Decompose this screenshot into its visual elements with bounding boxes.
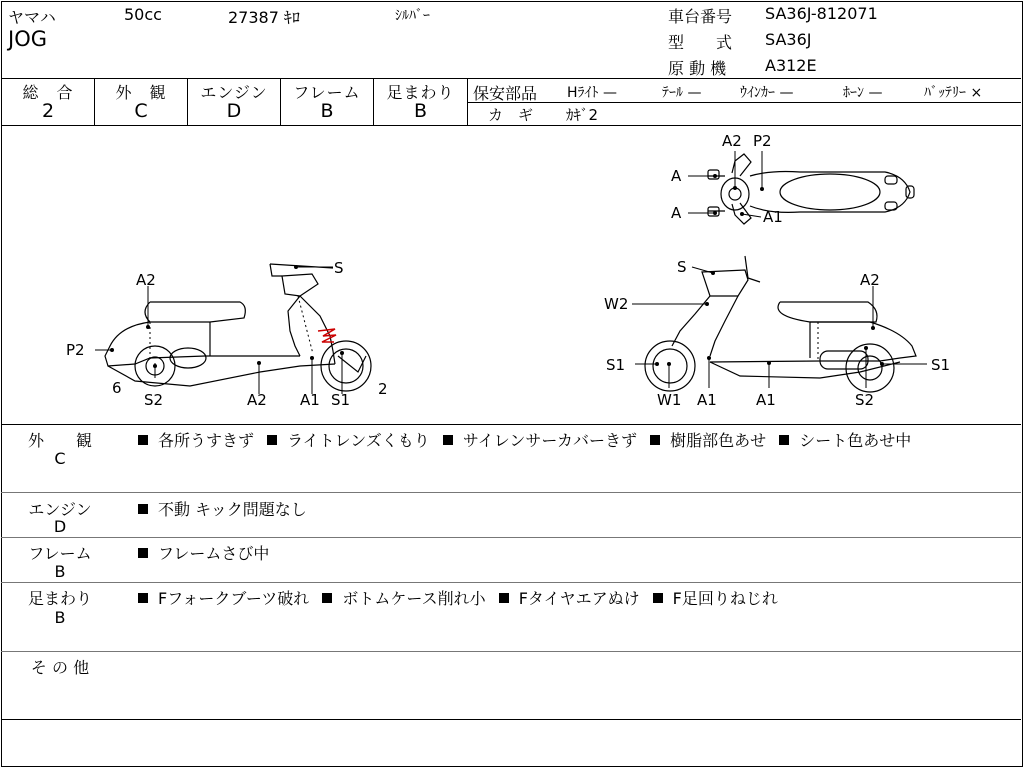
note-item: 樹脂部色あせ bbox=[670, 431, 767, 450]
notes-divider bbox=[1, 651, 1021, 652]
bullet-icon bbox=[650, 435, 660, 445]
safety-parts-label: 保安部品 bbox=[473, 84, 538, 103]
section-exterior-grade: C bbox=[54, 449, 66, 468]
section-frame-title: フレーム bbox=[28, 544, 92, 563]
type-label: 型 式 bbox=[668, 33, 733, 52]
left-label: A1 bbox=[300, 391, 320, 409]
left-label: A2 bbox=[247, 391, 267, 409]
top-label: A2 bbox=[722, 132, 742, 150]
right-label: A1 bbox=[697, 391, 717, 409]
grade-divider bbox=[467, 78, 468, 125]
safety-item-winker: ｳｲﾝｶｰ — bbox=[740, 85, 794, 101]
notes-top-line bbox=[1, 424, 1021, 425]
notes-divider bbox=[1, 582, 1021, 583]
engine-value: A312E bbox=[765, 56, 817, 75]
grade-exterior-value: C bbox=[134, 100, 148, 122]
left-label: S1 bbox=[331, 391, 351, 409]
maker-name: ヤマハ bbox=[8, 8, 56, 27]
left-label: S2 bbox=[144, 391, 164, 409]
section-suspension-title: 足まわり bbox=[27, 589, 92, 608]
safety-item-horn: ﾎｰﾝ — bbox=[843, 85, 883, 101]
left-label: 2 bbox=[378, 380, 388, 398]
left-label: 6 bbox=[112, 379, 122, 397]
damage-diagram bbox=[0, 126, 1024, 424]
model-name: JOG bbox=[8, 27, 47, 51]
section-engine-title: エンジン bbox=[28, 500, 92, 519]
grade-overall-value: 2 bbox=[41, 100, 55, 122]
note-item: Fフォークブーツ破れ bbox=[158, 589, 310, 608]
left-label: A2 bbox=[136, 271, 156, 289]
grade-overall-label: 総 合 bbox=[22, 83, 74, 102]
grade-engine-value: D bbox=[226, 100, 242, 122]
right-label: S2 bbox=[855, 391, 875, 409]
top-label: A bbox=[671, 204, 682, 222]
grade-frame-label: フレーム bbox=[293, 83, 361, 102]
note-item: Fタイヤエアぬけ bbox=[518, 589, 640, 608]
bullet-icon bbox=[499, 593, 509, 603]
grade-row-top-line bbox=[1, 78, 1021, 79]
note-item: F足回りねじれ bbox=[672, 589, 778, 608]
right-label: A2 bbox=[860, 271, 880, 289]
grade-frame-value: B bbox=[320, 100, 334, 122]
section-suspension-grade: B bbox=[54, 608, 66, 627]
bullet-icon bbox=[443, 435, 453, 445]
notes-divider bbox=[1, 537, 1021, 538]
type-value: SA36J bbox=[765, 30, 812, 49]
bullet-icon bbox=[138, 435, 148, 445]
displacement: 50cc bbox=[124, 5, 162, 24]
bullet-icon bbox=[322, 593, 332, 603]
right-label: S bbox=[677, 258, 687, 276]
right-label: W1 bbox=[657, 391, 682, 409]
note-item: ライトレンズくもり bbox=[287, 431, 430, 450]
grade-suspension-label: 足まわり bbox=[386, 83, 455, 102]
section-suspension-notes bbox=[134, 586, 782, 609]
section-engine-notes bbox=[134, 497, 311, 520]
note-item: 各所うすきず bbox=[158, 431, 255, 450]
bullet-icon bbox=[138, 593, 148, 603]
bullet-icon bbox=[138, 504, 148, 514]
top-label: A1 bbox=[763, 208, 783, 226]
safety-row-divider bbox=[467, 102, 1021, 103]
key-label: カ ギ bbox=[488, 106, 534, 124]
key-value: ｶｷﾞ2 bbox=[566, 106, 599, 124]
frame-number-label: 車台番号 bbox=[668, 7, 733, 26]
note-item: 不動 キック問題なし bbox=[158, 500, 307, 519]
note-item: フレームさび中 bbox=[158, 544, 270, 563]
top-view-scooter-icon bbox=[708, 154, 914, 224]
bullet-icon bbox=[138, 548, 148, 558]
frame-number: SA36J-812071 bbox=[765, 4, 878, 23]
right-label: W2 bbox=[604, 295, 629, 313]
engine-label: 原 動 機 bbox=[668, 59, 727, 78]
section-exterior-title: 外 観 bbox=[27, 431, 92, 450]
top-label: P2 bbox=[753, 132, 772, 150]
bullet-icon bbox=[267, 435, 277, 445]
right-label: A1 bbox=[756, 391, 776, 409]
section-frame-notes bbox=[134, 541, 273, 564]
left-label: S bbox=[334, 259, 344, 277]
safety-item-headlight: Hﾗｲﾄ — bbox=[567, 85, 617, 101]
section-other-title: そ の 他 bbox=[30, 658, 90, 677]
note-item: ボトムケース削れ小 bbox=[342, 589, 486, 608]
notes-bottom-line bbox=[1, 719, 1021, 720]
safety-item-taillight: ﾃｰﾙ — bbox=[662, 85, 702, 101]
mileage: 27387 ｷﾛ bbox=[228, 8, 300, 27]
bullet-icon bbox=[653, 593, 663, 603]
bullet-icon bbox=[779, 435, 789, 445]
note-item: シート色あせ中 bbox=[799, 431, 912, 450]
safety-item-battery: ﾊﾞｯﾃﾘｰ × bbox=[924, 85, 983, 101]
grade-exterior-label: 外 観 bbox=[115, 83, 167, 102]
grade-engine-label: エンジン bbox=[200, 83, 268, 102]
grade-suspension-value: B bbox=[413, 100, 428, 122]
left-label: P2 bbox=[66, 341, 85, 359]
top-label: A bbox=[671, 167, 682, 185]
note-item: サイレンサーカバーきず bbox=[462, 431, 638, 450]
right-label: S1 bbox=[931, 356, 951, 374]
right-label: S1 bbox=[606, 356, 626, 374]
notes-divider bbox=[1, 492, 1021, 493]
section-exterior-notes bbox=[134, 428, 915, 451]
section-engine-grade: D bbox=[53, 517, 67, 536]
section-frame-grade: B bbox=[54, 562, 66, 581]
body-color: ｼﾙﾊﾞｰ bbox=[395, 8, 430, 24]
